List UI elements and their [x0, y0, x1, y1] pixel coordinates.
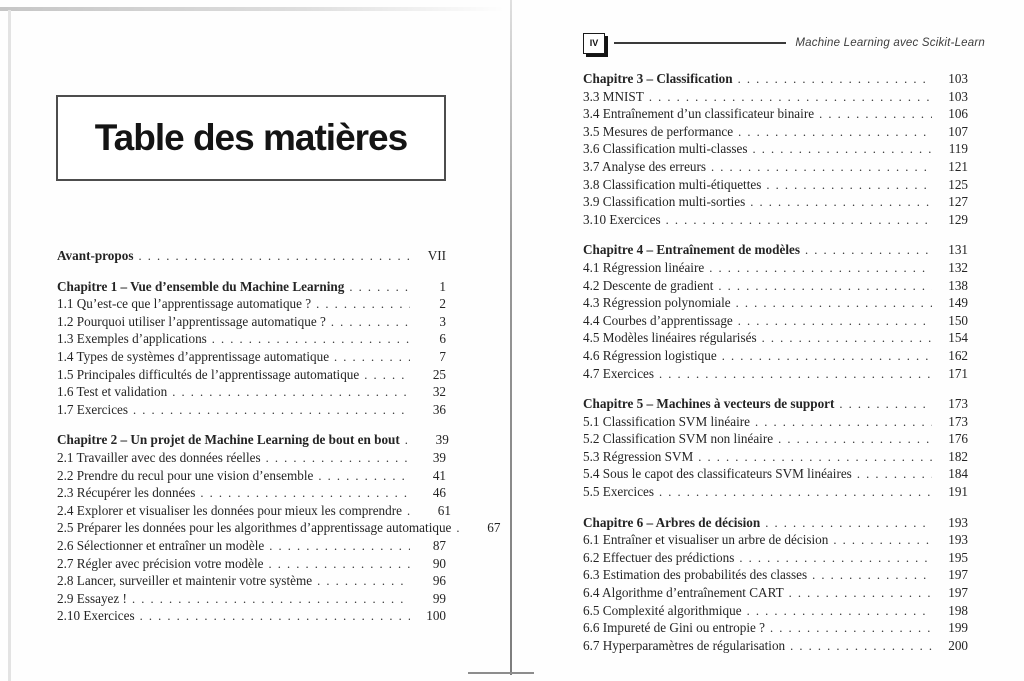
toc-entry-page: 193 [948, 514, 968, 530]
toc-entry [57, 484, 446, 502]
toc-entry-label: 1.1 Qu’est-ce que l’apprentissage automatique ? [57, 296, 312, 312]
running-header [583, 31, 985, 55]
toc-entry [583, 365, 968, 383]
toc-entry [57, 366, 446, 384]
toc-entry [583, 241, 968, 259]
toc-entry [583, 637, 968, 655]
toc-leader-dots [738, 123, 932, 142]
toc-entry-label: 2.4 Explorer et visualiser les données pour mieux les comprendre [57, 502, 402, 518]
toc-leader-dots [659, 483, 932, 502]
toc-entry-label: 2.2 Prendre du recul pour une vision d’ensemble [57, 467, 314, 483]
toc-entry-page: 199 [948, 620, 968, 636]
toc-entry-page: 96 [432, 573, 446, 589]
toc-leader-dots [649, 88, 932, 107]
toc-entry-page: 106 [948, 106, 968, 122]
toc-leader-dots [750, 193, 932, 212]
toc-entry-page: 132 [948, 259, 968, 275]
toc-entry-page: 39 [432, 449, 446, 465]
toc-leader-dots [789, 584, 932, 603]
toc-leader-dots [212, 330, 410, 349]
toc-entry-page: 150 [948, 312, 968, 328]
toc-leader-dots [833, 531, 932, 550]
toc-entry-label: 5.5 Exercices [583, 484, 655, 500]
toc-entry [583, 602, 968, 620]
toc-leader-dots [790, 637, 932, 656]
toc-entry-label: 6.6 Impureté de Gini ou entropie ? [583, 620, 766, 636]
toc-entry [583, 514, 968, 532]
toc-entry-page: 197 [948, 585, 968, 601]
toc-leader-dots [736, 294, 932, 313]
toc-entry [57, 572, 446, 590]
toc-leader-dots [132, 590, 410, 609]
toc-entry-label: 4.3 Régression polynomiale [583, 295, 731, 311]
toc-leader-dots [747, 602, 932, 621]
toc-entry-label: Avant-propos [57, 248, 134, 263]
toc-leader-dots [778, 430, 932, 449]
toc-leader-dots [405, 431, 413, 450]
toc-entry-page: 182 [948, 448, 968, 464]
toc-entry-label: 2.3 Récupérer les données [57, 485, 196, 501]
toc-leader-dots [407, 502, 415, 521]
toc-entry [57, 247, 446, 265]
toc-entry [57, 590, 446, 608]
header-rule [614, 42, 786, 44]
left-page [0, 0, 508, 681]
toc-leader-dots [364, 366, 410, 385]
folio-box [583, 33, 605, 54]
toc-entry [583, 193, 968, 211]
toc-entry-page: 193 [948, 532, 968, 548]
toc-entry [583, 483, 968, 501]
toc-entry-page: 184 [948, 466, 968, 482]
toc-leader-dots [762, 329, 932, 348]
toc-entry-page: 1 [439, 278, 446, 294]
toc-leader-dots [752, 140, 932, 159]
toc-leader-dots [456, 519, 464, 538]
toc-entry-label: 1.7 Exercices [57, 401, 129, 417]
toc-entry-page: 198 [948, 602, 968, 618]
toc-entry-page: 191 [948, 484, 968, 500]
toc-entry [57, 519, 501, 537]
toc-entry-page: 176 [948, 431, 968, 447]
toc-entry-page: 32 [432, 384, 446, 400]
toc-entry-page: 125 [948, 176, 968, 192]
toc-leader-dots [266, 449, 410, 468]
toc-entry-page: 90 [432, 555, 446, 571]
toc-entry-label: 4.1 Régression linéaire [583, 259, 705, 275]
toc-entry-page: 39 [435, 432, 449, 448]
toc-entry-label: 4.5 Modèles linéaires régularisés [583, 330, 757, 346]
toc-entry-label: 6.5 Complexité algorithmique [583, 602, 742, 618]
toc-entry-label: 4.6 Régression logistique [583, 347, 717, 363]
toc-leader-dots [269, 555, 410, 574]
toc-entry-page: 173 [948, 396, 968, 412]
toc-entry [583, 329, 968, 347]
toc-entry-label: 5.2 Classification SVM non linéaire [583, 431, 774, 447]
toc-entry-page: 46 [432, 485, 446, 501]
toc-leader-dots [738, 70, 932, 89]
toc-entry-page: 197 [948, 567, 968, 583]
toc-leader-dots [722, 347, 932, 366]
toc-leader-dots [269, 537, 410, 556]
toc-entry-page: 103 [948, 88, 968, 104]
toc-entry-page: 99 [432, 590, 446, 606]
toc-entry-page: 129 [948, 211, 968, 227]
toc-leader-dots [317, 572, 410, 591]
toc-entry [57, 607, 446, 625]
toc-leader-dots [765, 514, 932, 533]
toc-leader-dots [812, 566, 932, 585]
toc-leader-dots [718, 277, 932, 296]
toc-entry-label: 3.4 Entraînement d’un classificateur binaire [583, 106, 815, 122]
toc-leader-dots [738, 312, 932, 331]
toc-entry-label: 6.2 Effectuer des prédictions [583, 549, 735, 565]
toc-entry [583, 584, 968, 602]
toc-leader-dots [739, 549, 932, 568]
toc-entry-label: 3.10 Exercices [583, 211, 661, 227]
toc-entry-label: 1.3 Exemples d’applications [57, 331, 207, 347]
toc-entry-page: 138 [948, 277, 968, 293]
toc-entry [583, 211, 968, 229]
toc-entry-page: VII [427, 248, 446, 263]
toc-entry [583, 312, 968, 330]
toc-leader-dots [659, 365, 932, 384]
toc-entry [57, 467, 446, 485]
toc-entry-label: 2.9 Essayez ! [57, 590, 127, 606]
toc-entry-page: 171 [948, 365, 968, 381]
toc-entry [57, 278, 446, 296]
toc-entry-label: Chapitre 3 – Classification [583, 71, 733, 86]
toc-entry [57, 330, 446, 348]
toc-entry-label: 3.8 Classification multi-étiquettes [583, 176, 762, 192]
toc-entry-label: 2.10 Exercices [57, 608, 135, 624]
toc-entry-label: Chapitre 4 – Entraînement de modèles [583, 242, 800, 258]
toc-leader-dots [819, 105, 932, 124]
toc-entry-label: 3.3 MNIST [583, 88, 644, 104]
toc-leader-dots [766, 176, 932, 195]
toc-entry-label: 2.1 Travailler avec des données réelles [57, 449, 261, 465]
toc-entry-page: 100 [426, 608, 446, 624]
toc-entry-page: 195 [948, 549, 968, 565]
toc-list-right [583, 57, 968, 654]
toc-entry [583, 619, 968, 637]
toc-entry-label: 1.4 Types de systèmes d’apprentissage automatique [57, 348, 330, 364]
toc-entry [57, 555, 446, 573]
toc-leader-dots [140, 607, 410, 626]
toc-entry [57, 348, 446, 366]
toc-entry [57, 313, 446, 331]
toc-leader-dots [331, 313, 410, 332]
toc-entry-page: 149 [948, 295, 968, 311]
toc-entry-label: 6.1 Entraîner et visualiser un arbre de décision [583, 532, 829, 548]
running-title: Machine Learning avec Scikit-Learn [795, 37, 985, 49]
toc-entry-page: 7 [439, 348, 446, 364]
toc-entry-label: 4.7 Exercices [583, 365, 655, 381]
toc-entry [583, 294, 968, 312]
right-page [514, 0, 1024, 681]
toc-entry [583, 277, 968, 295]
toc-leader-dots [839, 395, 932, 414]
toc-entry-page: 173 [948, 413, 968, 429]
toc-entry [583, 70, 968, 88]
toc-entry [583, 549, 968, 567]
toc-leader-dots [138, 247, 410, 266]
toc-entry-label: 3.9 Classification multi-sorties [583, 194, 746, 210]
toc-entry-page: 127 [948, 194, 968, 210]
toc-leader-dots [666, 211, 932, 230]
toc-title: Table des matières [94, 117, 408, 158]
toc-entry-label: 5.3 Régression SVM [583, 448, 694, 464]
toc-entry [583, 531, 968, 549]
toc-entry-label: 3.6 Classification multi-classes [583, 141, 748, 157]
toc-entry [583, 105, 968, 123]
toc-entry [57, 431, 449, 449]
toc-entry [57, 449, 446, 467]
toc-entry-label: Chapitre 6 – Arbres de décision [583, 514, 761, 530]
toc-entry-label: 1.2 Pourquoi utiliser l’apprentissage automatique ? [57, 313, 326, 329]
toc-list-left [57, 234, 501, 625]
toc-entry-label: 2.8 Lancer, surveiller et maintenir votre système [57, 573, 313, 589]
toc-entry-page: 2 [439, 296, 446, 312]
toc-title-box [56, 95, 446, 181]
toc-entry [57, 537, 446, 555]
toc-entry [583, 123, 968, 141]
toc-entry [583, 395, 968, 413]
toc-leader-dots [349, 278, 410, 297]
page-gutter-divider [510, 0, 512, 675]
toc-entry [583, 140, 968, 158]
toc-leader-dots [133, 401, 410, 420]
toc-entry [583, 158, 968, 176]
toc-leader-dots [200, 484, 410, 503]
toc-entry-page: 67 [487, 520, 501, 536]
toc-entry [583, 88, 968, 106]
toc-entry [583, 176, 968, 194]
toc-leader-dots [805, 241, 932, 260]
toc-entry-label: 2.5 Préparer les données pour les algorithmes d’apprentissage automatique [57, 520, 452, 536]
folio-number: IV [589, 38, 599, 48]
toc-leader-dots [857, 465, 932, 484]
toc-entry [583, 465, 968, 483]
toc-entry-label: 1.5 Principales difficultés de l’apprentissage automatique [57, 366, 360, 382]
toc-entry-page: 200 [948, 637, 968, 653]
toc-entry-page: 103 [948, 71, 968, 86]
toc-entry-label: 5.4 Sous le capot des classificateurs SVM linéaires [583, 466, 852, 482]
toc-entry-label: 5.1 Classification SVM linéaire [583, 413, 751, 429]
toc-entry-page: 131 [948, 242, 968, 258]
toc-entry [583, 566, 968, 584]
toc-entry-page: 6 [439, 331, 446, 347]
toc-entry [583, 413, 968, 431]
toc-entry-label: 4.4 Courbes d’apprentissage [583, 312, 733, 328]
toc-leader-dots [698, 448, 932, 467]
toc-entry-label: 2.6 Sélectionner et entraîner un modèle [57, 537, 265, 553]
toc-entry [57, 383, 446, 401]
toc-entry [57, 295, 446, 313]
toc-entry-label: 6.3 Estimation des probabilités des classes [583, 567, 808, 583]
toc-leader-dots [755, 413, 932, 432]
toc-leader-dots [172, 383, 410, 402]
toc-entry [57, 502, 451, 520]
toc-leader-dots [316, 295, 410, 314]
toc-entry-page: 36 [432, 401, 446, 417]
toc-entry-page: 162 [948, 347, 968, 363]
toc-entry-label: 1.6 Test et validation [57, 384, 168, 400]
toc-leader-dots [770, 619, 932, 638]
toc-entry [583, 430, 968, 448]
toc-entry-page: 87 [432, 537, 446, 553]
toc-leader-dots [318, 467, 410, 486]
toc-entry-label: 6.7 Hyperparamètres de régularisation [583, 637, 786, 653]
toc-entry [583, 448, 968, 466]
toc-entry-label: 3.7 Analyse des erreurs [583, 158, 707, 174]
toc-entry-page: 3 [439, 313, 446, 329]
toc-entry-page: 41 [432, 467, 446, 483]
toc-entry-page: 121 [948, 158, 968, 174]
toc-entry-label: Chapitre 1 – Vue d’ensemble du Machine Learning [57, 278, 345, 294]
toc-entry-label: 4.2 Descente de gradient [583, 277, 714, 293]
toc-entry-label: Chapitre 5 – Machines à vecteurs de support [583, 396, 835, 412]
toc-entry [57, 401, 446, 419]
toc-entry-page: 154 [948, 330, 968, 346]
toc-leader-dots [711, 158, 932, 177]
toc-entry-label: Chapitre 2 – Un projet de Machine Learning de bout en bout [57, 432, 400, 448]
toc-entry-label: 6.4 Algorithme d’entraînement CART [583, 585, 784, 601]
toc-leader-dots [334, 348, 410, 367]
toc-entry-page: 25 [432, 366, 446, 382]
toc-entry [583, 259, 968, 277]
toc-entry-label: 2.7 Régler avec précision votre modèle [57, 555, 264, 571]
toc-entry-page: 107 [948, 123, 968, 139]
toc-entry [583, 347, 968, 365]
toc-entry-page: 61 [437, 502, 451, 518]
toc-entry-page: 119 [948, 141, 968, 157]
toc-leader-dots [709, 259, 932, 278]
toc-entry-label: 3.5 Mesures de performance [583, 123, 734, 139]
